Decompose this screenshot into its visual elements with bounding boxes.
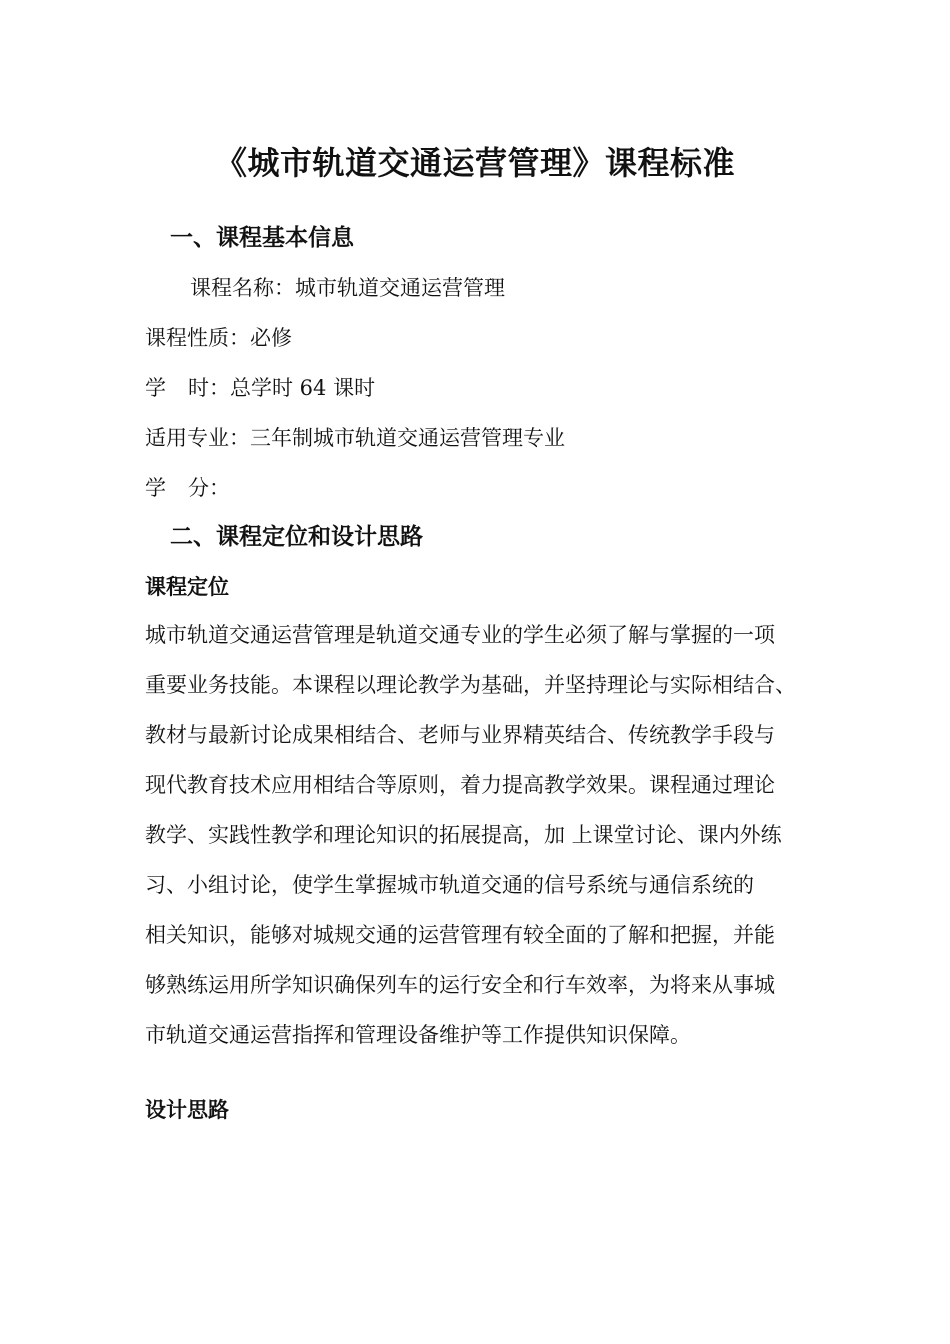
course-nature-line: 课程性质：必修: [145, 326, 292, 350]
paragraph-line: 习、小组讨论，使学生掌握城市轨道交通的信号系统与通信系统的: [145, 873, 754, 897]
course-positioning-paragraph: [145, 620, 815, 1070]
hours-label-part-a: 学: [145, 376, 166, 400]
paragraph-line: 教材与最新讨论成果相结合、老师与业界精英结合、传统教学手段与: [145, 723, 775, 747]
course-name-line: 课程名称：城市轨道交通运营管理: [190, 276, 505, 300]
credit-label-part-b: 分：: [188, 476, 230, 500]
section-heading-basic-info: 一、课程基本信息: [170, 224, 354, 251]
document-title: 《城市轨道交通运营管理》课程标准: [214, 144, 735, 182]
hours-label-part-b: 时：: [188, 376, 230, 400]
paragraph-line: 够熟练运用所学知识确保列车的运行安全和行车效率，为将来从事城: [145, 973, 775, 997]
credit-label-part-a: 学: [145, 476, 166, 500]
credit-line: [145, 473, 230, 503]
paragraph-line: 教学、实践性教学和理论知识的拓展提高，加 上课堂讨论、课内外练: [145, 823, 782, 847]
subheading-course-positioning: 课程定位: [145, 574, 229, 599]
applicable-major-line: 适用专业：三年制城市轨道交通运营管理专业: [145, 426, 565, 450]
section-heading-positioning-design: 二、课程定位和设计思路: [170, 523, 423, 550]
paragraph-line: 现代教育技术应用相结合等原则，着力提高教学效果。课程通过理论: [145, 773, 775, 797]
course-hours-line: [145, 373, 375, 403]
hours-value: 总学时 64 课时: [230, 376, 376, 400]
paragraph-line: 市轨道交通运营指挥和管理设备维护等工作提供知识保障。: [145, 1023, 691, 1047]
paragraph-line: 重要业务技能。本课程以理论教学为基础，并坚持理论与实际相结合、: [145, 673, 796, 697]
subheading-design-approach: 设计思路: [145, 1097, 229, 1122]
paragraph-line: 城市轨道交通运营管理是轨道交通专业的学生必须了解与掌握的一项: [145, 623, 775, 647]
paragraph-line: 相关知识，能够对城规交通的运营管理有较全面的了解和把握，并能: [145, 923, 775, 947]
